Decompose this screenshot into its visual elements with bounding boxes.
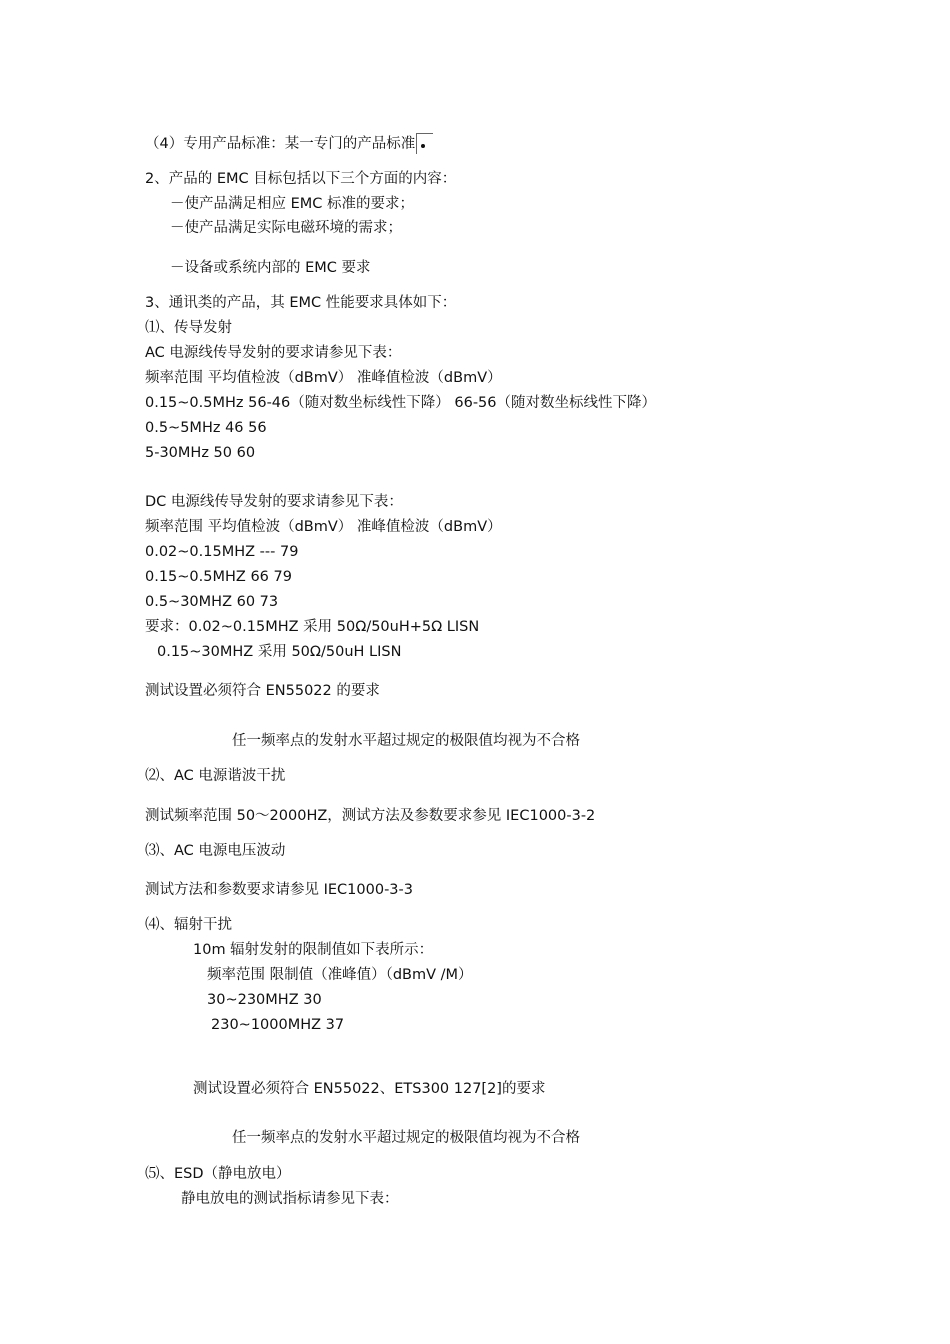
ac-table-row: 0.5~5MHz 46 56 <box>145 420 267 436</box>
text-line-target-3: －设备或系统内部的 EMC 要求 <box>170 260 371 276</box>
text-line-emc-targets: 2、产品的 EMC 目标包括以下三个方面的内容： <box>145 171 457 187</box>
section-heading-harmonics: ⑵、AC 电源谐波干扰 <box>145 768 286 784</box>
text-line-en55022-setup: 测试设置必须符合 EN55022 的要求 <box>145 683 380 699</box>
section-heading-voltage-fluctuation: ⑶、AC 电源电压波动 <box>145 843 286 859</box>
text-cursor-icon <box>416 133 433 154</box>
radiated-table-header: 频率范围 限制值（准峰值）（dBmV /M） <box>207 967 473 983</box>
text-line-lisn-requirement-1: 要求：0.02~0.15MHZ 采用 50Ω/50uH+5Ω LISN <box>145 619 480 635</box>
section-heading-esd: ⑸、ESD（静电放电） <box>145 1166 291 1182</box>
radiated-table-row: 30~230MHZ 30 <box>207 992 322 1008</box>
dc-table-header: 频率范围 平均值检波（dBmV） 准峰值检波（dBmV） <box>145 519 502 535</box>
dc-table-row: 0.5~30MHZ 60 73 <box>145 594 279 610</box>
ac-table-header: 频率范围 平均值检波（dBmV） 准峰值检波（dBmV） <box>145 370 502 386</box>
text-line-radiated-setup: 测试设置必须符合 EN55022、ETS300 127[2]的要求 <box>193 1081 546 1097</box>
text-line-fail-criteria: 任一频率点的发射水平超过规定的极限值均视为不合格 <box>232 1130 580 1146</box>
text-line-dc-intro: DC 电源线传导发射的要求请参见下表： <box>145 494 403 510</box>
radiated-table-row: 230~1000MHZ 37 <box>211 1017 345 1033</box>
dc-table-row: 0.15~0.5MHZ 66 79 <box>145 569 292 585</box>
dc-table-row: 0.02~0.15MHZ --- 79 <box>145 544 299 560</box>
text-line-telecom-requirements: 3、通讯类的产品，其 EMC 性能要求具体如下： <box>145 295 457 311</box>
section-heading-radiated-emission: ⑷、辐射干扰 <box>145 917 232 933</box>
text-line-ac-intro: AC 电源线传导发射的要求请参见下表： <box>145 345 402 361</box>
text-line-harmonics-range: 测试频率范围 50～2000HZ，测试方法及参数要求参见 IEC1000-3-2 <box>145 808 596 824</box>
text-line-voltage-fluctuation-ref: 测试方法和参数要求请参见 IEC1000-3-3 <box>145 882 413 898</box>
text-line-esd-intro: 静电放电的测试指标请参见下表： <box>181 1191 399 1207</box>
text-line-specialized-standard: （4）专用产品标准：某一专门的产品标准 <box>145 133 433 154</box>
text-line-lisn-requirement-2: 0.15~30MHZ 采用 50Ω/50uH LISN <box>157 644 402 660</box>
text-line-target-2: －使产品满足实际电磁环境的需求； <box>170 220 402 236</box>
text-line-radiated-limits-intro: 10m 辐射发射的限制值如下表所示： <box>193 942 434 958</box>
ac-table-row: 0.15~0.5MHz 56-46（随对数坐标线性下降） 66-56（随对数坐标线性下降） <box>145 395 657 411</box>
text-line-target-1: －使产品满足相应 EMC 标准的要求； <box>170 196 415 212</box>
text-line-fail-criteria: 任一频率点的发射水平超过规定的极限值均视为不合格 <box>232 733 580 749</box>
section-heading-conducted-emission: ⑴、传导发射 <box>145 320 232 336</box>
ac-table-row: 5-30MHz 50 60 <box>145 445 256 461</box>
